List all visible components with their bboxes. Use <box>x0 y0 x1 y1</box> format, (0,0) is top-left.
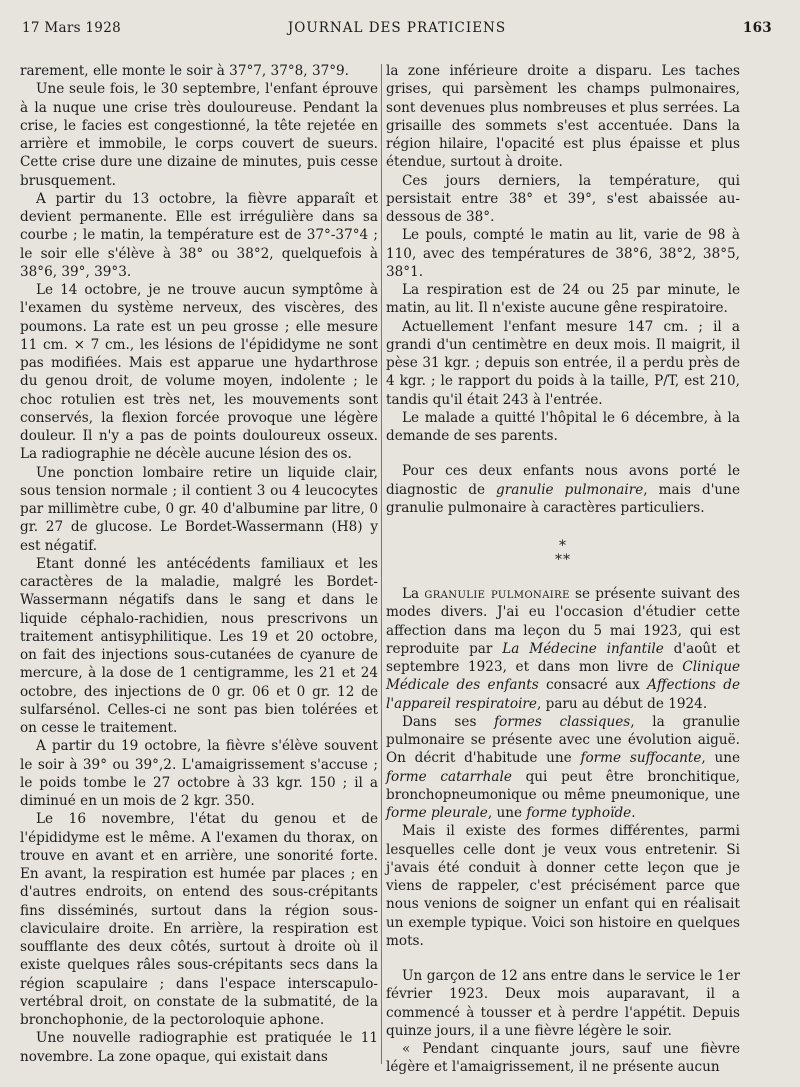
italic-term: granulie pulmonaire <box>496 481 644 498</box>
text-run: se présente suivant des modes divers. J'ai eu l'occasion d'étudier cette affection dans ma leçon du 5 mai 1923, qui est reproduite par <box>386 586 741 657</box>
page-header <box>22 20 772 40</box>
paragraph: Le pouls, compté le matin au lit, varie de 98 à 110, avec des températures de 38°6, 38°2, 38°5, 38°1. <box>386 227 740 280</box>
text-run: Pour ces deux enfants nous avons porté le diagnostic de <box>386 463 740 498</box>
paragraph-diagnosis <box>386 462 740 517</box>
paragraph: « Pendant cinquante jours, sauf une fièvre légère et l'amaigrissement, il ne présente aucun <box>386 1041 740 1076</box>
asterism-top: * <box>559 538 567 554</box>
paragraph: la zone inférieure droite a disparu. Les taches grises, qui parsèment les champs pulmonaires, sont devenues plus nombreuses et plus serrées. La grisaille des sommets s'est accentuée. Dans la région hilaire, l'opacité est plus épaisse et plus étendue, surtout à droite. <box>386 63 740 171</box>
paragraph: Une ponction lombaire retire un liquide clair, sous tension normale ; il contient 3 ou 4 leucocytes par millimètre cube, 0 gr. 40 d'albumine par litre, 0 gr. 27 de glucose. Le Bordet-Wassermann (H8) y est négatif. <box>20 464 378 554</box>
paragraph: A partir du 19 octobre, la fièvre s'élève souvent le soir à 39° ou 39°,2. L'amaigrissement s'accuse ; le poids tombe le 27 octobre à 33 kgr. 150 ; il a diminué en un mois de 2 kgr. 350. <box>20 738 378 809</box>
text-run: , une <box>701 750 741 767</box>
text-run: consacré aux <box>538 677 648 694</box>
text-run: Dans ses <box>402 713 495 730</box>
paragraph: Le 14 octobre, je ne trouve aucun symptôme à l'examen du système nerveux, des viscères, des poumons. La rate est un peu grosse ; elle mesure 11 cm. × 7 cm., les lésions de l'épididyme ne sont pas modifiées. Mais est apparue une hydarthrose du genou droit, de volume moyen, indolente ; le choc rotulien est très net, les mouvements sont conservés, la flexion forcée provoque une légère douleur. Il n'y a pas de points douloureux osseux. La radiographie ne décèle aucune lésion des os. <box>20 282 378 463</box>
journal-title: JOURNAL DES PRATICIENS <box>287 20 507 36</box>
section-separator-asterism <box>386 539 740 567</box>
left-column <box>20 62 378 1066</box>
small-caps-term: granulie pulmonaire <box>424 586 570 602</box>
paragraph: Etant donné les antécédents familiaux et les caractères de la maladie, malgré les Bordet-Wassermann négatifs dans le sang et dans le liquide céphalo-rachidien, nous prescrivons un traitement antisyphilitique. Les 19 et 20 octobre, on fait des injections sous-cutanées de cyanure de mercure, à la dose de 1 centigramme, les 21 et 24 octobre, des injections de 0 gr. 06 et 0 gr. 12 de sulfarsénol. Celles-ci ne sont pas bien tolérées et on cesse le traitement. <box>20 555 378 736</box>
paragraph: Actuellement l'enfant mesure 147 cm. ; il a grandi d'un centimètre en deux mois. Il maigrit, il pèse 31 kgr. ; depuis son entrée, il a perdu près de 4 kgr. ; le rapport du poids à la taille, P/T, est 210, tandis qu'il était 243 à l'entrée. <box>386 318 740 408</box>
text-run: qui peut être bronchitique, bronchopneumonique ou même pneumonique, une <box>386 768 740 803</box>
italic-term: forme suffocante <box>580 750 702 767</box>
paragraph: Mais il existe des formes différentes, parmi lesquelles celle dont je veux vous entretenir. Si j'avais été conduit à donner cette leçon que je viens de rappeler, c'est précisément parce que nous venions de soigner un enfant qui en réalisait un exemple typique. Voici son histoire en quelques mots. <box>386 823 740 949</box>
text-run: , paru au début de 1924. <box>536 695 708 712</box>
text-run: d'août et septembre 1923, et dans mon livre de <box>386 640 740 675</box>
italic-title: Affections de l'appareil respiratoire <box>386 677 740 712</box>
paragraph: Un garçon de 12 ans entre dans le service le 1er février 1923. Deux mois auparavant, il a commencé à tousser et à perdre l'appétit. Depuis quinze jours, il a une fièvre légère le soir. <box>386 968 740 1039</box>
italic-title: La Médecine infantile <box>502 640 664 657</box>
text-run: , mais d'une granulie pulmonaire à caractères particuliers. <box>386 481 740 516</box>
italic-term: forme typhoïde <box>526 805 632 821</box>
paragraph: Une seule fois, le 30 septembre, l'enfant éprouve à la nuque une crise très douloureuse. Pendant la crise, le facies est congestionné, la tête rejetée en arrière et immobile, le corps couvert de sueurs. Cette crise dure une dizaine de minutes, puis cesse brusquement. <box>20 81 378 189</box>
column-divider <box>381 64 382 1064</box>
paragraph: Ces jours derniers, la température, qui persistait entre 38° et 39°, s'est abaissée au-dessous de 38°. <box>386 172 740 225</box>
italic-term: forme pleurale <box>386 805 488 821</box>
paragraph: Le malade a quitté l'hôpital le 6 décembre, à la demande de ses parents. <box>386 409 740 444</box>
italic-term: formes classiques <box>494 713 631 730</box>
text-run: , une <box>487 805 527 821</box>
paragraph: A partir du 13 octobre, la fièvre apparaît et devient permanente. Elle est irrégulière dans sa courbe ; le matin, la température est de 37°-37°4 ; le soir elle s'élève à 38° ou 38°2, quelquefois à 38°6, 39°, 39°3. <box>20 190 378 280</box>
italic-title: Clinique Médicale des enfants <box>386 659 740 694</box>
paragraph: La respiration est de 24 ou 25 par minute, le matin, au lit. Il n'existe aucune gêne respiratoire. <box>386 282 740 317</box>
paragraph: Une nouvelle radiographie est pratiquée le 11 novembre. La zone opaque, qui existait dans <box>20 1030 378 1065</box>
right-column <box>386 62 740 1077</box>
asterism-bottom: ** <box>555 552 571 568</box>
text-run: La <box>402 586 425 602</box>
paragraph: Le 16 novembre, l'état du genou et de l'épididyme est le même. A l'examen du thorax, on trouve en avant et en arrière, une sonorité forte. En avant, la respiration est humée par places ; en d'autres endroits, on entend des sous-crépitants fins disséminés, surtout dans la région sous-claviculaire droite. En arrière, la respiration est soufflante des deux côtés, surtout à droite où il existe quelques râles sous-crépitants secs dans la région scapulaire ; dans l'espace interscapulo-vertébral droit, on constate de la submatité, de la bronchophonie, de la pectoroloquie aphone. <box>20 811 378 1028</box>
italic-term: forme catarrhale <box>386 768 512 785</box>
paragraph-section-start <box>386 585 740 713</box>
page-number: 163 <box>742 20 772 36</box>
text-run: , la granulie pulmonaire se présente avec une évolution aiguë. On décrit d'habitude une <box>386 713 741 767</box>
issue-date: 17 Mars 1928 <box>22 20 121 36</box>
paragraph: rarement, elle monte le soir à 37°7, 37°8, 37°9. <box>20 63 350 79</box>
paragraph-forms <box>386 713 740 823</box>
text-run: . <box>631 805 636 821</box>
